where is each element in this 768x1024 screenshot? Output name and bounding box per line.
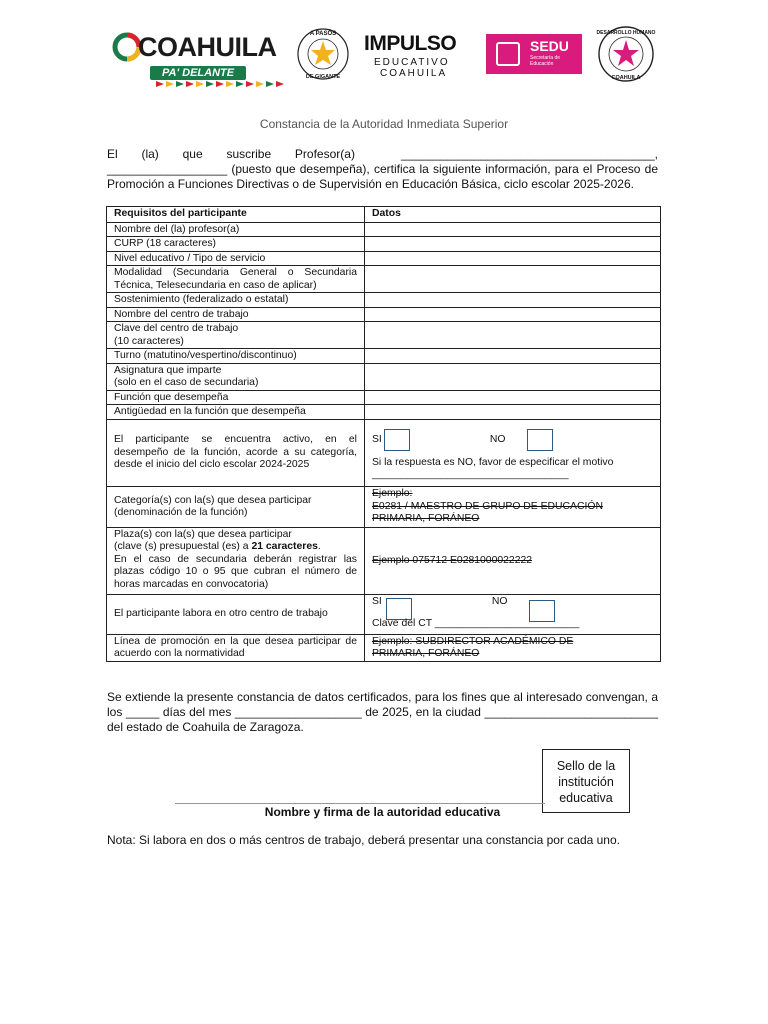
table-row-categoria: Categoría(s) con la(s) que desea participar (denominación de la función) Ejemplo: E0281 / MAESTRO DE GRUPO DE EDUCACIÓN PRIMARIA, FORÁNEO [107,486,661,527]
otro-si-label: SI [372,595,382,607]
categoria-example-label: Ejemplo: [372,488,413,500]
table-row: Antigüedad en la función que desempeña [107,405,661,420]
data-cell[interactable] [365,390,661,405]
motivo-label: Si la respuesta es NO, favor de especificar el motivo [372,457,614,469]
otro-no-label: NO [491,595,508,607]
coahuila-arrows-icon [156,81,286,87]
data-cell[interactable] [365,266,661,293]
coahuila-wordmark: COAHUILA [138,32,277,62]
otro-si-checkbox[interactable] [386,598,412,620]
month-blank[interactable]: ___________________ [234,705,362,719]
intro-line1: El (la) que suscribe Profesor(a) [107,147,355,161]
stamp-box: Sello de la institución educativa [542,749,630,813]
impulso-sub1: EDUCATIVO [374,57,450,68]
document-title: Constancia de la Autoridad Inmediata Superior [259,117,509,131]
categoria-example-value: E0281 / MAESTRO DE GRUPO DE EDUCACIÓN PRIMARIA, FORÁNEO [372,500,603,525]
data-cell[interactable] [365,237,661,252]
svg-text:A PASOS: A PASOS [309,31,337,37]
sedu-logo [486,34,582,74]
data-cell[interactable] [365,222,661,237]
data-cell[interactable] [365,405,661,420]
impulso-logo [364,32,464,80]
position-blank[interactable]: __________________ [107,162,228,176]
intro-paragraph [107,147,658,192]
table-row: Nombre del (la) profesor(a) [107,222,661,237]
data-cell[interactable] [365,363,661,390]
requirements-table [106,206,661,662]
svg-text:COAHUILA: COAHUILA [611,75,641,81]
desarrollo-seal-icon [596,24,656,84]
table-row-plaza: Plaza(s) con la(s) que desea participar (clave (s) presupuestal (es) a 21 caracteres. En el caso de secundaria deberán registrar las plazas código 10 o 95 que cubran el número de horas marcadas en convocatoria) Ejemplo 075712 E0281000022222 [107,527,661,594]
intro-rest: (puesto que desempeña), certifica la siguiente información, para el Proceso de Promoción a Funciones Directivas o de Supervisión en Educación Básica, ciclo escolar 2025-2026. [107,162,658,191]
data-cell[interactable] [365,293,661,308]
linea-example-line1: Ejemplo: SUBDIRECTOR ACADÉMICO DE [372,635,574,647]
sedu-subtitle: Secretaría de Educación [530,55,561,67]
table-row: Nombre del centro de trabajo [107,307,661,322]
desarrollo-humano-logo [596,24,656,84]
table-row: Nivel educativo / Tipo de servicio [107,251,661,266]
coahuila-logo [112,28,282,86]
svg-text:DESARROLLO HUMANO: DESARROLLO HUMANO [596,30,656,36]
motivo-blank[interactable]: __________________________________ [372,468,569,480]
signature-label: Nombre y firma de la autoridad educativa [264,805,501,819]
coahuila-tagline: PA' DELANTE [150,66,246,80]
sedu-wordmark: SEDU [530,38,569,54]
day-blank[interactable]: _____ [125,705,160,719]
footnote: Nota: Si labora en dos o más centros de trabajo, deberá presentar una constancia por cada uno. [107,833,620,847]
table-row: Modalidad (Secundaria General o Secundaria Técnica, Telesecundaria en caso de aplicar) [107,266,661,293]
table-row: Turno (matutino/vespertino/discontinuo) [107,349,661,364]
book-icon [496,42,520,66]
table-row: Sostenimiento (federalizado o estatal) [107,293,661,308]
activo-si-checkbox[interactable] [384,429,410,451]
clave-ct-label: Clave del CT [372,617,432,629]
signature-line[interactable] [175,803,545,804]
city-blank[interactable]: __________________________ [484,705,658,719]
pasos-de-gigante-logo [296,24,350,84]
table-row: Función que desempeña [107,390,661,405]
table-row: Asignatura que imparte (solo en el caso de secundaria) [107,363,661,390]
data-cell[interactable] [365,251,661,266]
data-cell[interactable] [365,307,661,322]
closing-paragraph: Se extiende la presente constancia de datos certificados, para los fines que al interesado convengan, a los _____ días del mes ___________________ de 2025, en la ciudad __________________________ del estado de Coahuila de Zaragoza. [107,690,658,734]
activo-no-label: NO [489,434,506,445]
logo-bar [0,22,768,92]
linea-example-line2: PRIMARIA, FORÁNEO [372,648,480,659]
table-row-linea: Línea de promoción en la que desea participar de acuerdo con la normatividad Ejemplo: SUBDIRECTOR ACADÉMICO DE PRIMARIA, FORÁNEO [107,634,661,661]
table-row: CURP (18 caracteres) [107,237,661,252]
clave-ct-blank[interactable]: _________________________ [434,617,580,629]
svg-text:DE GIGANTE: DE GIGANTE [305,74,341,80]
plaza-example: Ejemplo 075712 E0281000022222 [372,554,533,566]
table-row: Clave del centro de trabajo (10 caracteres) [107,322,661,349]
impulso-wordmark: IMPULSO [364,32,457,55]
table-row-activo: El participante se encuentra activo, en el desempeño de la función, acorde a su categoría, desde el inicio del ciclo escolar 2024-2025 SI NO Si la respuesta es NO, favor de especificar el motivo __________________________________ [107,419,661,486]
impulso-sub2: COAHUILA [380,68,448,79]
data-cell[interactable] [365,349,661,364]
col-header-datos: Datos [365,207,661,223]
col-header-requisitos: Requisitos del participante [107,207,365,223]
activo-no-checkbox[interactable] [527,429,553,451]
pasos-seal-icon [296,24,350,84]
table-row-otro-centro: El participante labora en otro centro de trabajo SI NO Clave del CT _________________________ [107,594,661,634]
data-cell[interactable] [365,322,661,349]
activo-si-label: SI [372,434,382,445]
teacher-name-blank[interactable]: ______________________________________, [401,147,658,161]
